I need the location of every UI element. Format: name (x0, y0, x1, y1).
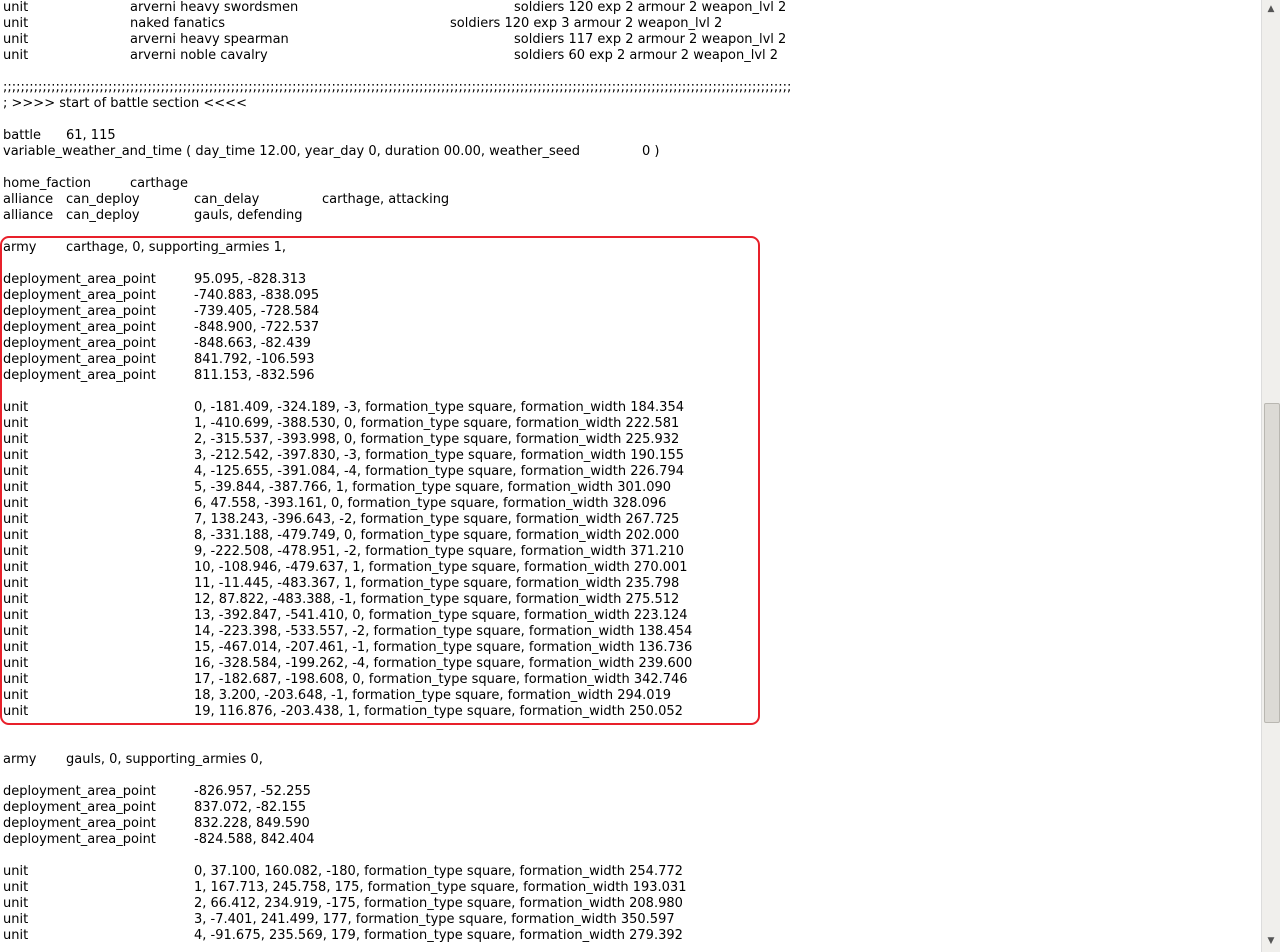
text-line-column: 2, -315.537, -393.998, 0, formation_type square, formation_width 225.932 (194, 432, 680, 447)
text-line-column: 13, -392.847, -541.410, 0, formation_type square, formation_width 223.124 (194, 608, 688, 623)
text-line-column: unit (3, 880, 29, 895)
scrollbar-thumb[interactable] (1264, 403, 1280, 723)
scroll-down-icon[interactable]: ▼ (1267, 936, 1275, 946)
text-line-column: unit (3, 608, 29, 623)
text-line-column: 841.792, -106.593 (194, 352, 315, 367)
text-line-column: 0, -181.409, -324.189, -3, formation_type square, formation_width 184.354 (194, 400, 684, 415)
text-line-column: 8, -331.188, -479.749, 0, formation_type square, formation_width 202.000 (194, 528, 680, 543)
text-line-column: 16, -328.584, -199.262, -4, formation_type square, formation_width 239.600 (194, 656, 693, 671)
text-line-column: 811.153, -832.596 (194, 368, 315, 383)
text-line-column: unit (3, 448, 29, 463)
text-line-column: 19, 116.876, -203.438, 1, formation_type square, formation_width 250.052 (194, 704, 683, 719)
text-line-column: army (3, 240, 37, 255)
text-line-column: unit (3, 464, 29, 479)
text-line-column: unit (3, 672, 29, 687)
text-line-column: unit (3, 896, 29, 911)
text-line-column: 4, -91.675, 235.569, 179, formation_type square, formation_width 279.392 (194, 928, 683, 943)
text-line-column: can_deploy (66, 192, 140, 207)
text-line-column: 7, 138.243, -396.643, -2, formation_type square, formation_width 267.725 (194, 512, 680, 527)
text-line-column: 95.095, -828.313 (194, 272, 307, 287)
text-line-column: arverni heavy spearman (130, 32, 289, 47)
text-line-column: gauls, defending (194, 208, 303, 223)
text-line-column: deployment_area_point (3, 784, 156, 799)
text-line-column: 12, 87.822, -483.388, -1, formation_type square, formation_width 275.512 (194, 592, 680, 607)
text-line-column: unit (3, 432, 29, 447)
text-line-column: soldiers 60 exp 2 armour 2 weapon_lvl 2 (514, 48, 779, 63)
text-line-column: deployment_area_point (3, 800, 156, 815)
vertical-scrollbar[interactable] (1261, 0, 1280, 952)
text-line-column: unit (3, 416, 29, 431)
text-line-column: unit (3, 32, 29, 47)
text-line-column: soldiers 117 exp 2 armour 2 weapon_lvl 2 (514, 32, 787, 47)
text-line-column: 1, -410.699, -388.530, 0, formation_type square, formation_width 222.581 (194, 416, 680, 431)
text-line-column: unit (3, 576, 29, 591)
text-line-column: variable_weather_and_time ( day_time 12.00, year_day 0, duration 00.00, weather_seed (3, 144, 580, 159)
text-line-column: naked fanatics (130, 16, 226, 31)
text-line-column: ; >>>> start of battle section <<<< (3, 96, 247, 111)
text-line-column: -848.900, -722.537 (194, 320, 320, 335)
text-line-column: battle (3, 128, 42, 143)
text-line-column: deployment_area_point (3, 352, 156, 367)
text-line-column: 1, 167.713, 245.758, 175, formation_type square, formation_width 193.031 (194, 880, 687, 895)
text-line-column: 5, -39.844, -387.766, 1, formation_type square, formation_width 301.090 (194, 480, 672, 495)
text-line-column: -848.663, -82.439 (194, 336, 311, 351)
text-line-column: unit (3, 16, 29, 31)
text-line-column: 3, -7.401, 241.499, 177, formation_type square, formation_width 350.597 (194, 912, 675, 927)
text-line-column: 9, -222.508, -478.951, -2, formation_type square, formation_width 371.210 (194, 544, 684, 559)
text-line-column: unit (3, 496, 29, 511)
text-line-column: unit (3, 592, 29, 607)
text-line-column: unit (3, 928, 29, 943)
text-line-column: unit (3, 624, 29, 639)
text-line-column: unit (3, 0, 29, 15)
text-line-column: can_deploy (66, 208, 140, 223)
text-line-column: unit (3, 480, 29, 495)
text-line-column: 0 ) (642, 144, 660, 159)
text-line-column: soldiers 120 exp 2 armour 2 weapon_lvl 2 (514, 0, 787, 15)
text-line-column: home_faction (3, 176, 91, 191)
text-line-column: army (3, 752, 37, 767)
text-line-column: gauls, 0, supporting_armies 0, (66, 752, 263, 767)
text-line-column: 4, -125.655, -391.084, -4, formation_type square, formation_width 226.794 (194, 464, 684, 479)
text-line-column: unit (3, 912, 29, 927)
text-line-column: unit (3, 48, 29, 63)
text-line-column: deployment_area_point (3, 304, 156, 319)
text-line-column: deployment_area_point (3, 816, 156, 831)
text-line-column: carthage (130, 176, 189, 191)
text-line-column: unit (3, 864, 29, 879)
text-line-column: 3, -212.542, -397.830, -3, formation_type square, formation_width 190.155 (194, 448, 684, 463)
text-line-column: unit (3, 704, 29, 719)
text-line-column: unit (3, 656, 29, 671)
text-line-column: 2, 66.412, 234.919, -175, formation_type square, formation_width 208.980 (194, 896, 683, 911)
text-line-column: 15, -467.014, -207.461, -1, formation_type square, formation_width 136.736 (194, 640, 693, 655)
text-line-column: deployment_area_point (3, 272, 156, 287)
text-line-column: -824.588, 842.404 (194, 832, 315, 847)
text-line-column: 10, -108.946, -479.637, 1, formation_type square, formation_width 270.001 (194, 560, 688, 575)
text-line-column: arverni heavy swordsmen (130, 0, 299, 15)
text-line-column: unit (3, 560, 29, 575)
text-line-column: unit (3, 640, 29, 655)
text-line-column: 11, -11.445, -483.367, 1, formation_type square, formation_width 235.798 (194, 576, 680, 591)
text-line-column: unit (3, 400, 29, 415)
text-line-column: 832.228, 849.590 (194, 816, 310, 831)
text-line-column: carthage, 0, supporting_armies 1, (66, 240, 286, 255)
text-line-column: 61, 115 (66, 128, 116, 143)
text-line-column: arverni noble cavalry (130, 48, 268, 63)
text-line-column: carthage, attacking (322, 192, 450, 207)
text-line-column: alliance (3, 192, 54, 207)
text-line-column: deployment_area_point (3, 288, 156, 303)
text-line-column: unit (3, 688, 29, 703)
text-line-column: -826.957, -52.255 (194, 784, 311, 799)
text-line-column: ;;;;;;;;;;;;;;;;;;;;;;;;;;;;;;;;;;;;;;;;;;;;;;;;;;;;;;;;;;;;;;;;;;;;;;;;;;;;;;;;;;;;;;;;;;;;;;;;;;;;;;;;;;;;;;;;;;;;;;;;;;;;;;;;;;;;;;;;;;;;;;;;;;;;;;;;;;;;;;;;;;;;;;;;;;;;;;;;;;;; (3, 80, 792, 95)
text-line-column: deployment_area_point (3, 320, 156, 335)
text-line-column: 0, 37.100, 160.082, -180, formation_type square, formation_width 254.772 (194, 864, 683, 879)
text-line-column: deployment_area_point (3, 368, 156, 383)
text-line-column: 6, 47.558, -393.161, 0, formation_type square, formation_width 328.096 (194, 496, 667, 511)
text-line-column: 18, 3.200, -203.648, -1, formation_type square, formation_width 294.019 (194, 688, 672, 703)
text-line-column: 14, -223.398, -533.557, -2, formation_type square, formation_width 138.454 (194, 624, 693, 639)
text-line-column: unit (3, 544, 29, 559)
text-line-column: deployment_area_point (3, 336, 156, 351)
text-line-column: alliance (3, 208, 54, 223)
text-line-column: 17, -182.687, -198.608, 0, formation_type square, formation_width 342.746 (194, 672, 688, 687)
text-line-column: deployment_area_point (3, 832, 156, 847)
text-line-column: unit (3, 528, 29, 543)
text-line-column: -739.405, -728.584 (194, 304, 320, 319)
text-line-column: 837.072, -82.155 (194, 800, 307, 815)
text-line-column: can_delay (194, 192, 260, 207)
scroll-up-icon[interactable]: ▲ (1267, 4, 1275, 14)
text-line-column: -740.883, -838.095 (194, 288, 320, 303)
text-line-column: unit (3, 512, 29, 527)
text-line-column: soldiers 120 exp 3 armour 2 weapon_lvl 2 (450, 16, 723, 31)
